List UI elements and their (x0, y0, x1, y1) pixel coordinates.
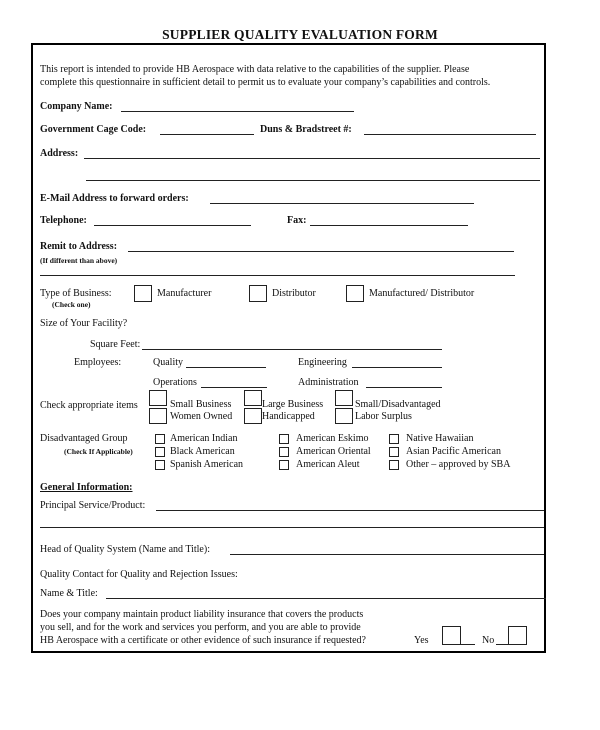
address-label: Address: (40, 148, 79, 159)
operations-label: Operations (153, 377, 197, 388)
large-business-label: Large Business (262, 399, 324, 410)
distributor-checkbox[interactable] (249, 285, 267, 302)
small-disadvantaged-label: Small/Disadvantaged (355, 399, 441, 410)
quality-field[interactable] (186, 367, 266, 368)
american-eskimo-checkbox[interactable] (279, 434, 289, 444)
form-title: SUPPLIER QUALITY EVALUATION FORM (162, 27, 438, 42)
principal-service-field-2[interactable] (40, 527, 544, 528)
quality-contact-label: Quality Contact for Quality and Rejection Issues: (40, 569, 238, 580)
disadvantaged-group-label: Disadvantaged Group (40, 433, 128, 444)
labor-surplus-label: Labor Surplus (355, 411, 412, 422)
large-business-checkbox[interactable] (244, 390, 262, 406)
american-indian-label: American Indian (170, 433, 238, 444)
name-title-label: Name & Title: (40, 588, 98, 599)
name-title-field[interactable] (106, 598, 546, 599)
american-eskimo-label: American Eskimo (296, 433, 369, 444)
company-name-label: Company Name: (40, 101, 113, 112)
asian-pacific-checkbox[interactable] (389, 447, 399, 457)
asian-pacific-label: Asian Pacific American (406, 446, 501, 457)
facility-size-label: Size of Your Facility? (40, 318, 128, 329)
american-oriental-checkbox[interactable] (279, 447, 289, 457)
address-field-2[interactable] (86, 180, 540, 181)
american-aleut-checkbox[interactable] (279, 460, 289, 470)
operations-field[interactable] (201, 387, 267, 388)
email-field[interactable] (210, 203, 474, 204)
telephone-label: Telephone: (40, 215, 87, 226)
handicapped-label: Handicapped (262, 411, 315, 422)
general-info-heading: General Information: (40, 482, 133, 493)
remit-label: Remit to Address: (40, 241, 118, 252)
small-business-checkbox[interactable] (149, 390, 167, 406)
business-type-label: Type of Business: (40, 288, 112, 299)
fax-label: Fax: (287, 215, 307, 226)
duns-label: Duns & Bradstreet #: (260, 124, 352, 135)
company-name-field[interactable] (121, 111, 354, 112)
manufacturer-distributor-checkbox[interactable] (346, 285, 364, 302)
quality-label: Quality (153, 357, 183, 368)
yes-label: Yes (414, 635, 429, 646)
principal-service-label: Principal Service/Product: (40, 500, 146, 511)
small-business-label: Small Business (170, 399, 232, 410)
labor-surplus-checkbox[interactable] (335, 408, 353, 424)
native-hawaiian-checkbox[interactable] (389, 434, 399, 444)
employees-label: Employees: (74, 357, 122, 368)
women-owned-checkbox[interactable] (149, 408, 167, 424)
engineering-field[interactable] (352, 367, 442, 368)
black-american-checkbox[interactable] (155, 447, 165, 457)
distributor-label: Distributor (272, 288, 316, 299)
no-label: No (482, 635, 495, 646)
remit-note: (If different than above) (40, 256, 118, 265)
remit-field-2[interactable] (40, 275, 515, 276)
insurance-line-1: Does your company maintain product liability insurance that covers the products (40, 609, 364, 620)
engineering-label: Engineering (298, 357, 347, 368)
intro-line-2: complete this questionnaire in sufficient detail to permit us to evaluate your company’s capabilities and controls. (40, 77, 491, 88)
manufacturer-label: Manufacturer (157, 288, 212, 299)
fax-field[interactable] (310, 225, 468, 226)
remit-field-1[interactable] (128, 251, 514, 252)
check-items-label: Check appropriate items (40, 400, 138, 411)
yes-checkbox[interactable] (442, 626, 461, 645)
other-sba-checkbox[interactable] (389, 460, 399, 470)
manufacturer-checkbox[interactable] (134, 285, 152, 302)
intro-line-1: This report is intended to provide HB Aerospace with data relative to the capabilities of the supplier. Please (40, 64, 470, 75)
head-quality-field[interactable] (230, 554, 544, 555)
spanish-american-label: Spanish American (170, 459, 244, 470)
no-underline (496, 644, 508, 645)
american-oriental-label: American Oriental (296, 446, 371, 457)
native-hawaiian-label: Native Hawaiian (406, 433, 474, 444)
no-checkbox[interactable] (508, 626, 527, 645)
handicapped-checkbox[interactable] (244, 408, 262, 424)
cage-code-field[interactable] (160, 134, 254, 135)
spanish-american-checkbox[interactable] (155, 460, 165, 470)
insurance-line-2: you sell, and for the work and services you perform, and you are able to provide (40, 622, 361, 633)
telephone-field[interactable] (94, 225, 251, 226)
cage-code-label: Government Cage Code: (40, 124, 147, 135)
small-disadvantaged-checkbox[interactable] (335, 390, 353, 406)
insurance-line-3: HB Aerospace with a certificate or other evidence of such insurance if requested? (40, 635, 366, 646)
square-feet-field[interactable] (142, 349, 442, 350)
other-sba-label: Other – approved by SBA (406, 459, 511, 470)
administration-field[interactable] (366, 387, 442, 388)
square-feet-label: Square Feet: (90, 339, 141, 350)
administration-label: Administration (298, 377, 359, 388)
manufacturer-distributor-label: Manufactured/ Distributor (369, 288, 475, 299)
yes-underline (461, 644, 475, 645)
disadvantaged-group-note: (Check If Applicable) (64, 447, 133, 456)
duns-field[interactable] (364, 134, 536, 135)
business-type-note: (Check one) (52, 300, 91, 309)
black-american-label: Black American (170, 446, 235, 457)
women-owned-label: Women Owned (170, 411, 233, 422)
principal-service-field-1[interactable] (156, 510, 544, 511)
address-field-1[interactable] (84, 158, 540, 159)
american-indian-checkbox[interactable] (155, 434, 165, 444)
head-quality-label: Head of Quality System (Name and Title): (40, 544, 210, 555)
email-label: E-Mail Address to forward orders: (40, 193, 189, 204)
american-aleut-label: American Aleut (296, 459, 360, 470)
